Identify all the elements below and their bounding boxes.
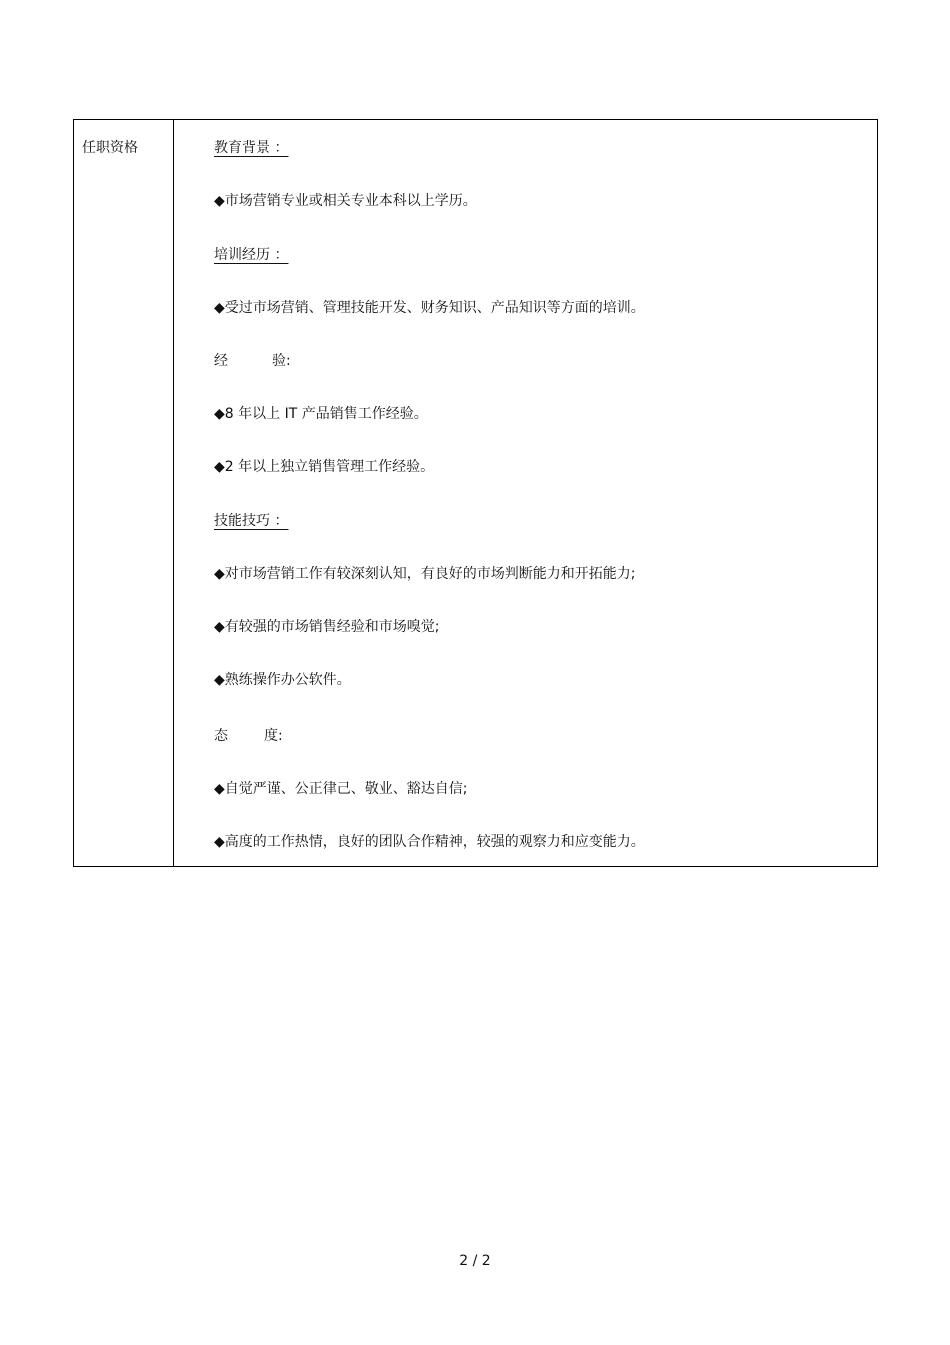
skills-item: ◆对市场营销工作有较深刻认知，有良好的市场判断能力和开拓能力; <box>214 566 636 582</box>
training-heading: 培训经历 ： <box>214 247 289 263</box>
experience-heading <box>214 351 291 371</box>
qualification-table <box>73 119 878 867</box>
skills-item: ◆有较强的市场销售经验和市场嗅觉; <box>214 619 440 635</box>
attitude-heading-char-2: 度: <box>264 728 283 744</box>
attitude-heading <box>214 726 283 746</box>
attitude-item: ◆自觉严谨、公正律己、敬业、豁达自信; <box>214 781 468 797</box>
experience-item: ◆8 年以上 IT 产品销售工作经验。 <box>214 406 428 422</box>
experience-heading-char-2: 验: <box>272 353 291 369</box>
attitude-heading-char-1: 态 <box>214 728 228 744</box>
qualification-content-cell <box>174 120 877 866</box>
experience-item: ◆2 年以上独立销售管理工作经验。 <box>214 459 435 475</box>
experience-heading-char-1: 经 <box>214 353 228 369</box>
page-number: 2 / 2 <box>459 1253 491 1269</box>
qualification-label-cell <box>74 120 174 866</box>
attitude-item: ◆高度的工作热情，良好的团队合作精神，较强的观察力和应变能力。 <box>214 834 645 850</box>
education-item: ◆市场营销专业或相关专业本科以上学历。 <box>214 193 477 209</box>
skills-heading: 技能技巧 ： <box>214 513 289 529</box>
education-heading: 教育背景 ： <box>214 140 289 156</box>
qualification-label: 任职资格 <box>82 140 138 156</box>
skills-item: ◆熟练操作办公软件。 <box>214 672 351 688</box>
training-item: ◆受过市场营销、管理技能开发、财务知识、产品知识等方面的培训。 <box>214 300 645 316</box>
